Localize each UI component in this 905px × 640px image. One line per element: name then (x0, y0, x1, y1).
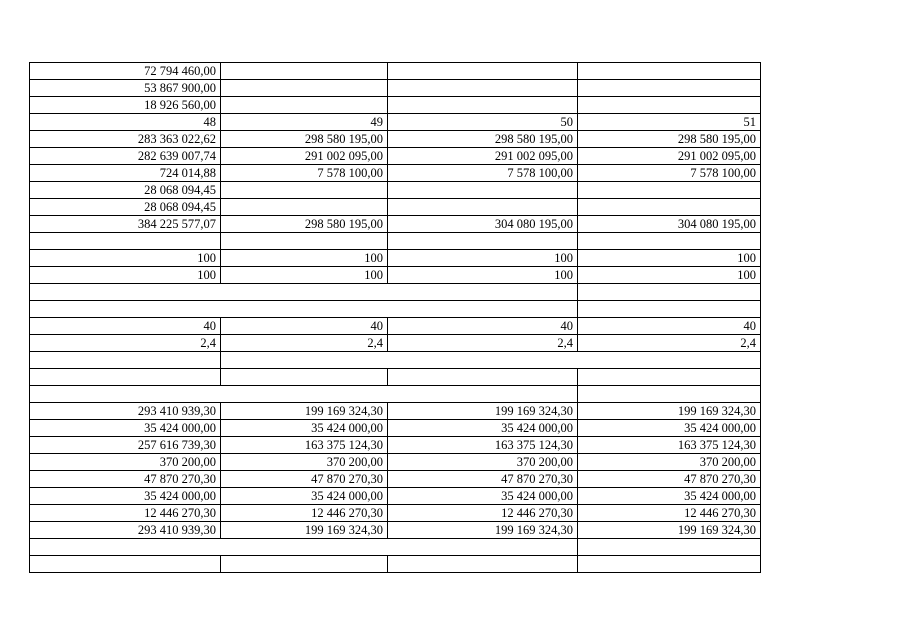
table-row (30, 131, 761, 148)
table-cell: 100 (578, 267, 761, 284)
table-cell (388, 80, 578, 97)
table-cell: 35 424 000,00 (578, 488, 761, 505)
table-cell: 12 446 270,30 (221, 505, 388, 522)
table-cell: 199 169 324,30 (221, 403, 388, 420)
table-cell: 35 424 000,00 (30, 420, 221, 437)
table-cell: 7 578 100,00 (221, 165, 388, 182)
table-cell: 724 014,88 (30, 165, 221, 182)
table-cell (578, 539, 761, 556)
table-cell: 2,4 (388, 335, 578, 352)
table-cell (221, 80, 388, 97)
table-cell (221, 369, 388, 386)
table-cell (30, 301, 578, 318)
table-cell (578, 233, 761, 250)
table-cell: 199 169 324,30 (388, 522, 578, 539)
table-cell: 370 200,00 (221, 454, 388, 471)
table-cell: 163 375 124,30 (578, 437, 761, 454)
table-cell: 28 068 094,45 (30, 182, 221, 199)
table-row (30, 488, 761, 505)
table-cell (578, 63, 761, 80)
table-row (30, 386, 761, 403)
table-cell: 199 169 324,30 (578, 522, 761, 539)
table-cell: 304 080 195,00 (578, 216, 761, 233)
table-row (30, 369, 761, 386)
table-row (30, 471, 761, 488)
table-cell: 40 (30, 318, 221, 335)
table-cell: 100 (221, 250, 388, 267)
table-row (30, 199, 761, 216)
table-cell: 298 580 195,00 (578, 131, 761, 148)
table-row (30, 182, 761, 199)
table-cell: 35 424 000,00 (578, 420, 761, 437)
table-cell: 291 002 095,00 (221, 148, 388, 165)
table-cell: 298 580 195,00 (221, 216, 388, 233)
table-cell: 35 424 000,00 (221, 420, 388, 437)
table-row (30, 556, 761, 573)
table-cell: 40 (388, 318, 578, 335)
spreadsheet (29, 62, 760, 573)
table-row (30, 63, 761, 80)
table-cell: 100 (30, 250, 221, 267)
table-cell (578, 369, 761, 386)
table-cell: 12 446 270,30 (30, 505, 221, 522)
table-cell: 72 794 460,00 (30, 63, 221, 80)
table-cell (30, 233, 221, 250)
table-cell: 47 870 270,30 (30, 471, 221, 488)
table-row (30, 148, 761, 165)
table-cell (30, 539, 578, 556)
table-cell: 100 (388, 250, 578, 267)
table-cell: 40 (221, 318, 388, 335)
table-cell: 370 200,00 (388, 454, 578, 471)
table-cell: 2,4 (221, 335, 388, 352)
table-cell: 282 639 007,74 (30, 148, 221, 165)
table-cell: 100 (30, 267, 221, 284)
table-row (30, 352, 761, 369)
table-cell: 291 002 095,00 (388, 148, 578, 165)
table-cell: 100 (221, 267, 388, 284)
table-cell: 40 (578, 318, 761, 335)
table-cell (388, 199, 578, 216)
table-row (30, 80, 761, 97)
table-cell (221, 63, 388, 80)
table-cell: 298 580 195,00 (221, 131, 388, 148)
table-cell: 257 616 739,30 (30, 437, 221, 454)
table-row (30, 216, 761, 233)
table-row (30, 165, 761, 182)
table-row (30, 97, 761, 114)
table-cell (388, 182, 578, 199)
table-row (30, 233, 761, 250)
table-cell: 370 200,00 (578, 454, 761, 471)
table-row (30, 539, 761, 556)
table-cell (578, 386, 761, 403)
table-row (30, 522, 761, 539)
table-cell: 35 424 000,00 (388, 488, 578, 505)
table-cell: 163 375 124,30 (221, 437, 388, 454)
table-cell: 384 225 577,07 (30, 216, 221, 233)
table-cell: 283 363 022,62 (30, 131, 221, 148)
table-cell (221, 233, 388, 250)
table-cell (578, 284, 761, 301)
table-cell: 50 (388, 114, 578, 131)
table-cell: 51 (578, 114, 761, 131)
table-body (30, 63, 761, 573)
table-cell: 199 169 324,30 (578, 403, 761, 420)
table-row (30, 454, 761, 471)
table-cell (388, 63, 578, 80)
table-cell (30, 556, 221, 573)
table-row (30, 420, 761, 437)
table-cell: 18 926 560,00 (30, 97, 221, 114)
table-cell: 2,4 (30, 335, 221, 352)
table-cell: 100 (578, 250, 761, 267)
table-row (30, 114, 761, 131)
table-row (30, 267, 761, 284)
table-cell (30, 386, 578, 403)
table-row (30, 301, 761, 318)
table-cell: 35 424 000,00 (388, 420, 578, 437)
table-cell: 293 410 939,30 (30, 522, 221, 539)
table-cell (578, 80, 761, 97)
table-cell: 35 424 000,00 (221, 488, 388, 505)
table-row (30, 437, 761, 454)
table-cell: 47 870 270,30 (221, 471, 388, 488)
table-cell: 7 578 100,00 (388, 165, 578, 182)
table-cell: 47 870 270,30 (388, 471, 578, 488)
table-cell (221, 556, 388, 573)
table-row (30, 284, 761, 301)
table-cell (578, 199, 761, 216)
data-table (29, 62, 761, 573)
table-cell (388, 233, 578, 250)
table-row (30, 505, 761, 522)
table-row (30, 318, 761, 335)
table-cell: 47 870 270,30 (578, 471, 761, 488)
table-cell: 12 446 270,30 (388, 505, 578, 522)
table-cell (221, 199, 388, 216)
table-row (30, 403, 761, 420)
table-cell: 48 (30, 114, 221, 131)
table-cell (388, 556, 578, 573)
table-cell (578, 182, 761, 199)
table-cell (388, 97, 578, 114)
table-cell: 2,4 (578, 335, 761, 352)
table-cell (221, 182, 388, 199)
table-cell: 7 578 100,00 (578, 165, 761, 182)
table-cell: 199 169 324,30 (388, 403, 578, 420)
table-cell (30, 284, 578, 301)
table-cell: 293 410 939,30 (30, 403, 221, 420)
table-cell (221, 352, 761, 369)
table-cell: 291 002 095,00 (578, 148, 761, 165)
table-cell: 199 169 324,30 (221, 522, 388, 539)
table-cell: 304 080 195,00 (388, 216, 578, 233)
table-cell: 370 200,00 (30, 454, 221, 471)
table-cell (30, 369, 221, 386)
table-cell: 28 068 094,45 (30, 199, 221, 216)
table-cell: 53 867 900,00 (30, 80, 221, 97)
table-cell (388, 369, 578, 386)
table-cell (578, 301, 761, 318)
table-cell (578, 556, 761, 573)
table-cell: 12 446 270,30 (578, 505, 761, 522)
table-cell: 298 580 195,00 (388, 131, 578, 148)
table-cell: 49 (221, 114, 388, 131)
table-row (30, 250, 761, 267)
table-row (30, 335, 761, 352)
table-cell (221, 97, 388, 114)
table-cell (578, 97, 761, 114)
table-cell: 163 375 124,30 (388, 437, 578, 454)
table-cell: 100 (388, 267, 578, 284)
table-cell (30, 352, 221, 369)
table-cell: 35 424 000,00 (30, 488, 221, 505)
